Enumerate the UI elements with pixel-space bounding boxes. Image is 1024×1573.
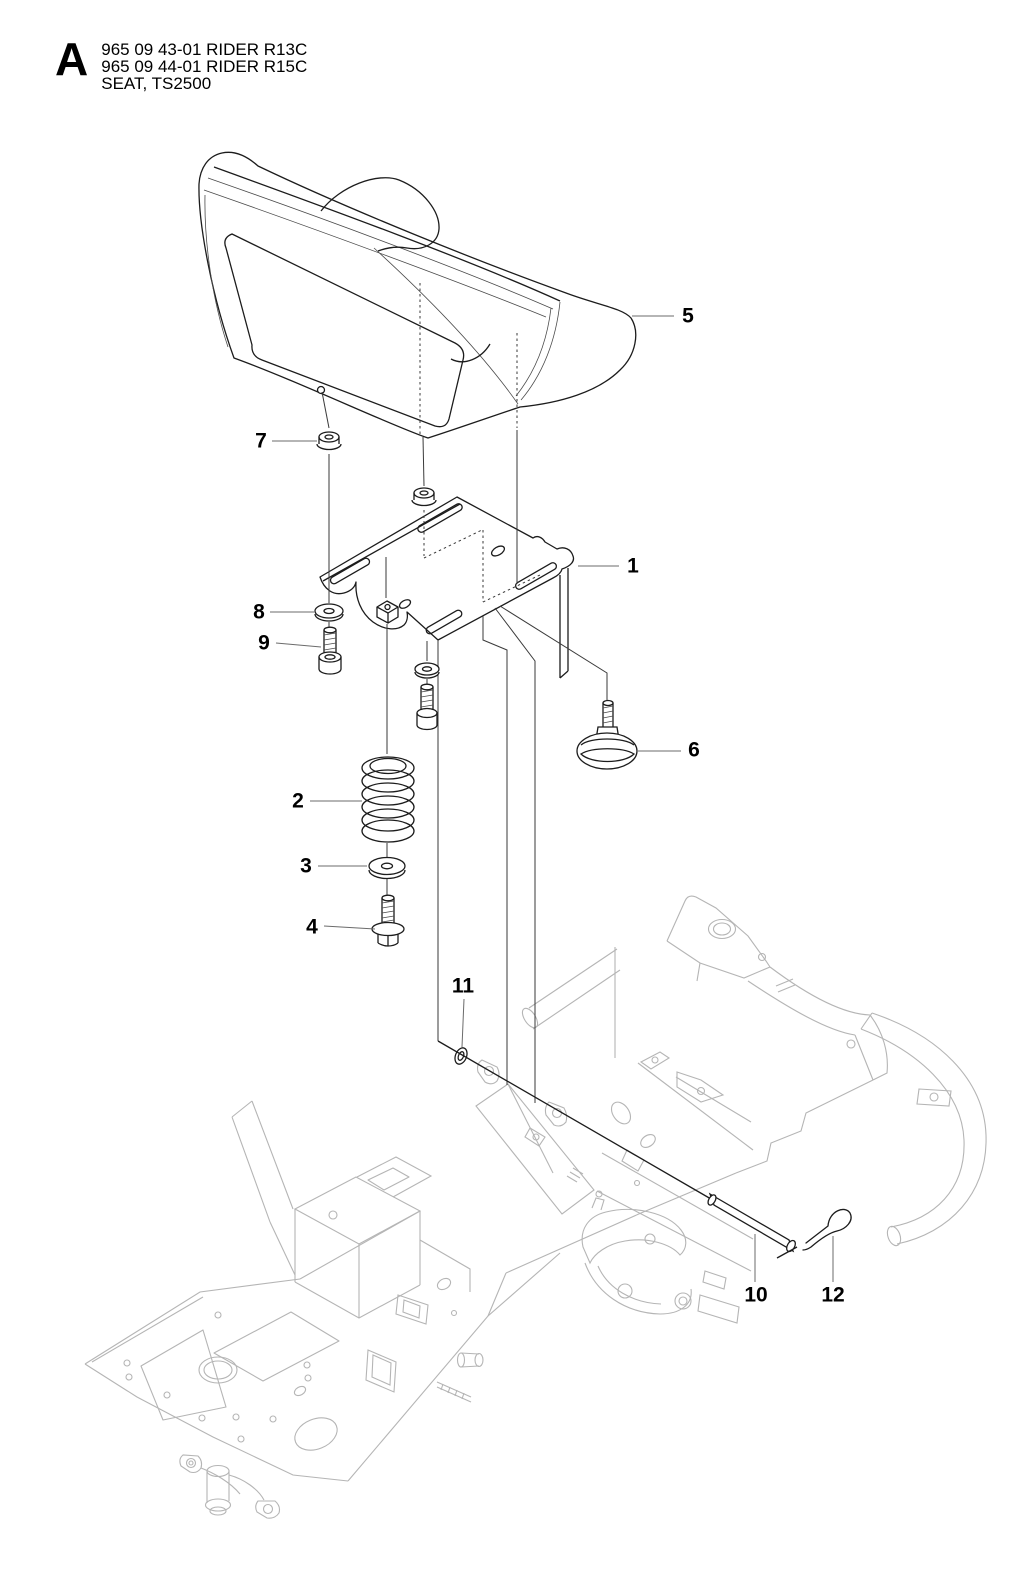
- callout-6: 6: [688, 738, 700, 762]
- header-lines: [101, 38, 307, 92]
- washer-part-8: [315, 604, 343, 621]
- rod-part-10: [438, 1041, 797, 1258]
- model-code-line-2: 965 09 44-01 RIDER R15C: [101, 57, 308, 76]
- washer-under-plate: [415, 663, 439, 678]
- callout-1: 1: [627, 554, 639, 578]
- washer-part-3: [369, 858, 405, 879]
- callout-11: 11: [451, 974, 475, 998]
- callout-2: 2: [292, 789, 304, 813]
- callout-7: 7: [255, 429, 267, 453]
- callout-3: 3: [300, 854, 312, 878]
- seat-stud: [318, 387, 325, 394]
- nut-part-7b: [412, 488, 436, 506]
- chassis-frame-drawing: [85, 896, 986, 1518]
- model-code-line-1: 965 09 43-01 RIDER R13C: [101, 40, 308, 59]
- nut-part-7: [317, 432, 341, 450]
- callout-8: 8: [253, 600, 265, 624]
- diagram-header: [55, 33, 308, 93]
- callout-9: 9: [258, 631, 270, 655]
- knob-part-6: [577, 701, 637, 770]
- callout-5: 5: [682, 304, 694, 328]
- washer-part-11: [453, 1046, 470, 1066]
- screw-under-plate: [417, 684, 437, 729]
- diagram-title: SEAT, TS2500: [101, 74, 212, 93]
- spring-part-2: [362, 757, 414, 842]
- screw-part-9: [319, 627, 341, 674]
- mount-plate-part: [320, 497, 574, 678]
- cotter-pin-part-12: [803, 1209, 851, 1250]
- callout-12: 12: [821, 1283, 845, 1307]
- section-letter: A: [55, 33, 89, 85]
- bolt-part-4: [372, 895, 404, 946]
- callout-4: 4: [306, 915, 318, 939]
- callout-10: 10: [744, 1283, 768, 1307]
- seat-part: [199, 152, 636, 438]
